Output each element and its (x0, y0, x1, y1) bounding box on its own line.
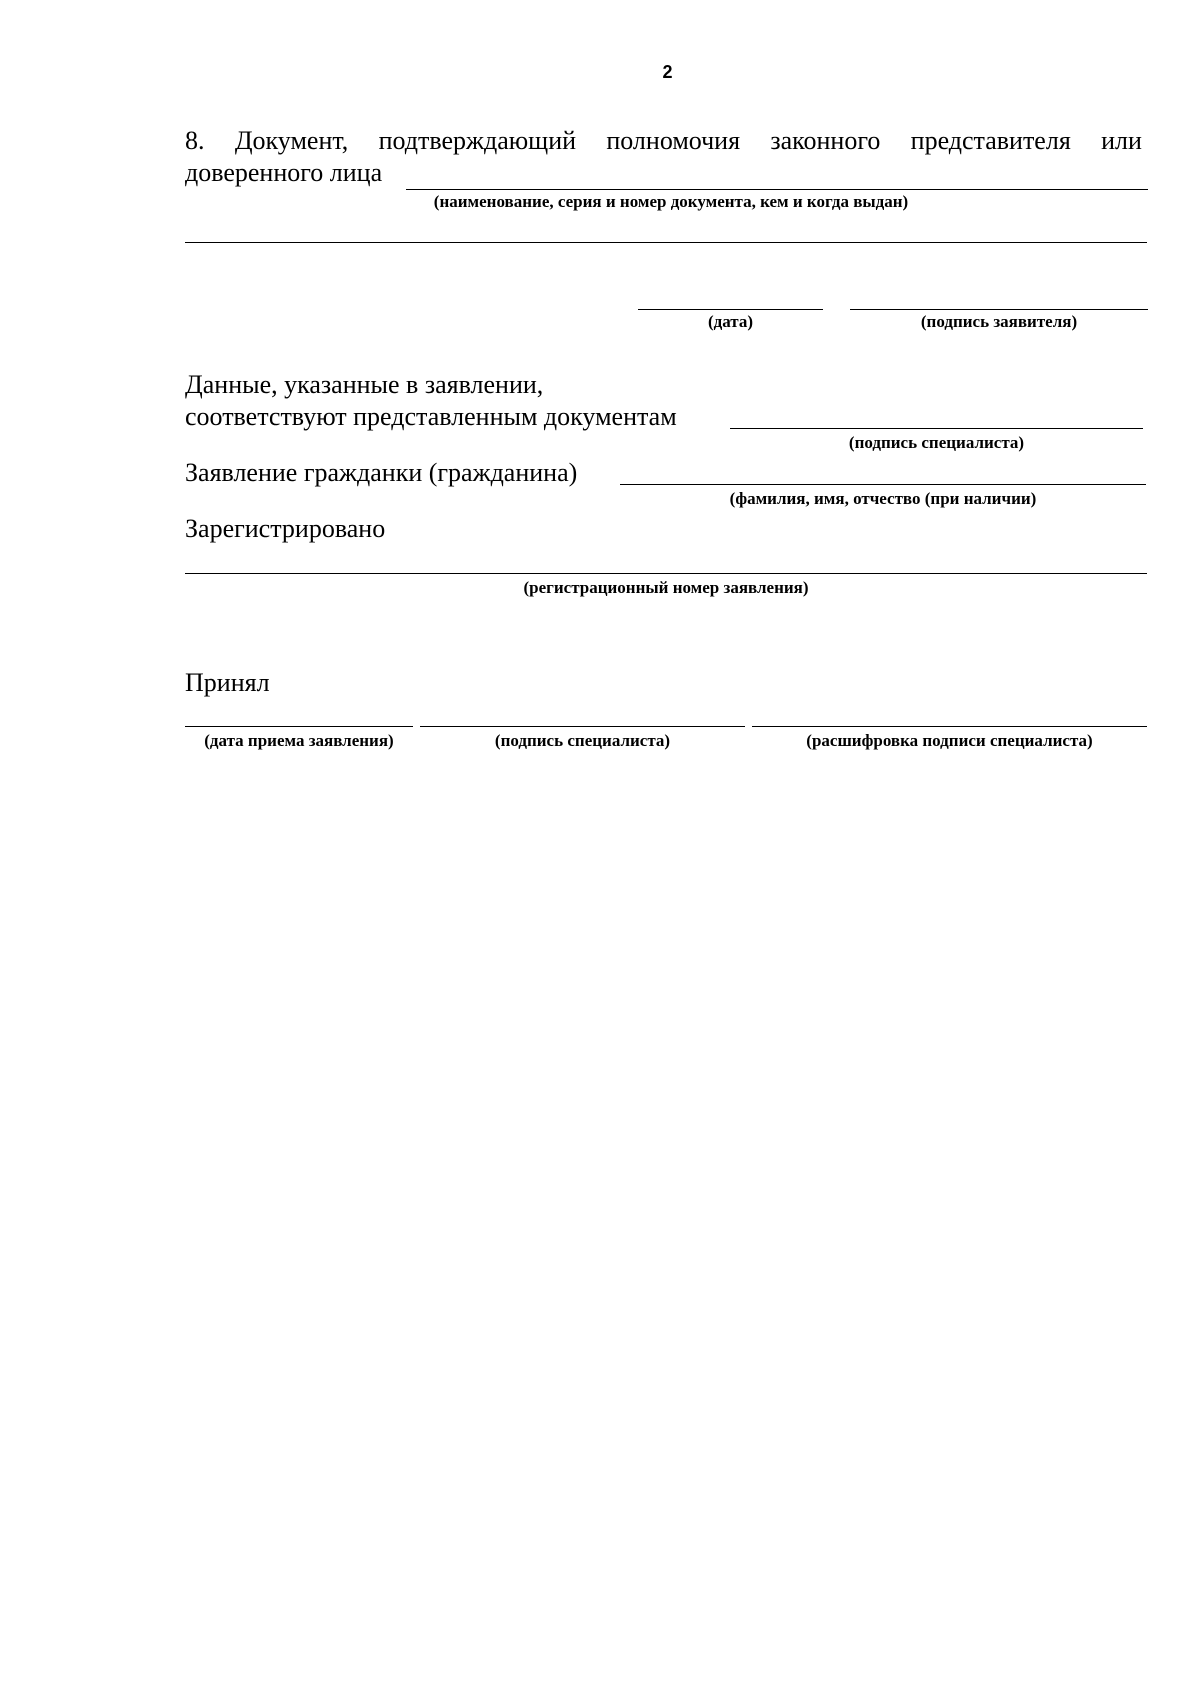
item8-word: полномочия (606, 126, 741, 155)
signature-decoding-field[interactable] (752, 726, 1147, 727)
acceptance-date-field[interactable] (185, 726, 413, 727)
registration-number-field[interactable] (185, 573, 1147, 574)
applicant-signature-field[interactable] (850, 309, 1148, 310)
citizen-name-field[interactable] (620, 484, 1146, 485)
item8-word: или (1101, 126, 1142, 155)
registration-number-caption: (регистрационный номер заявления) (523, 578, 809, 597)
item8-word: Документ, (234, 126, 349, 155)
applicant-signature-caption: (подпись заявителя) (920, 312, 1078, 331)
item8-word: законного (770, 126, 881, 155)
document-field[interactable] (406, 189, 1148, 190)
accepted-label: Принял (185, 668, 270, 697)
item8-word: подтверждающий (378, 126, 577, 155)
citizen-name-caption: (фамилия, имя, отчество (при наличии) (729, 489, 1037, 508)
specialist-signature-field[interactable] (730, 428, 1143, 429)
specialist-signature-caption: (подпись специалиста) (848, 433, 1025, 452)
accepting-specialist-signature-caption: (подпись специалиста) (494, 731, 671, 750)
date-caption: (дата) (707, 312, 754, 331)
item8-word: представителя (910, 126, 1071, 155)
registration-label: Зарегистрировано (185, 514, 386, 543)
page-number: 2 (662, 62, 673, 82)
verification-line1: Данные, указанные в заявлении, (185, 370, 544, 399)
item8-heading-line (185, 126, 1142, 156)
date-field[interactable] (638, 309, 823, 310)
verification-line2: соответствуют представленным документам (185, 402, 677, 431)
acceptance-date-caption: (дата приема заявления) (204, 731, 394, 750)
item8-line2: доверенного лица (185, 158, 383, 187)
signature-decoding-caption: (расшифровка подписи специалиста) (806, 731, 1093, 750)
application-label: Заявление гражданки (гражданина) (185, 458, 578, 487)
accepting-specialist-signature-field[interactable] (420, 726, 745, 727)
item8-word: 8. (185, 126, 205, 155)
document-field-continuation[interactable] (185, 242, 1147, 243)
document-field-caption: (наименование, серия и номер документа, кем и когда выдан) (433, 192, 909, 211)
